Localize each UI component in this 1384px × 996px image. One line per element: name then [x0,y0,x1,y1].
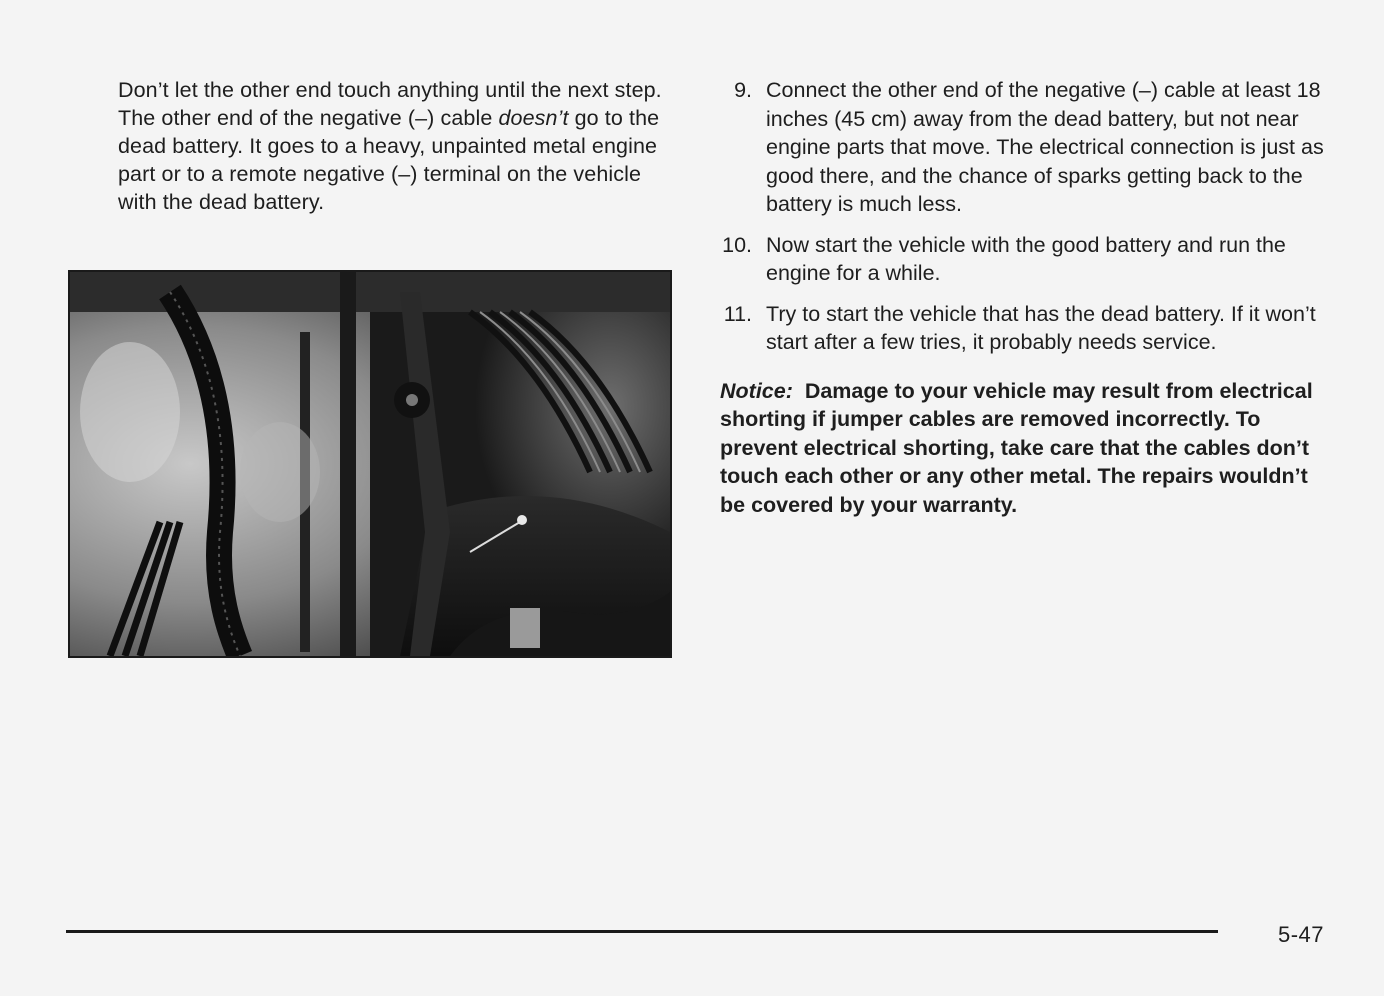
footer-rule [66,930,1218,933]
step-number: 9. [734,78,752,102]
step-10 [714,231,1334,288]
step-9 [714,76,1334,219]
intro-text-part2: go to the dead battery. It goes to a heavy, unpainted metal engine part or to a remote negative (–) terminal on the vehicle with the dead battery. [118,106,660,214]
intro-text-part1: Don’t let the other end touch anything until the next step. The other end of the negative (–) cable [118,78,662,130]
step-number: 10. [722,232,752,257]
step-text: Try to start the vehicle that has the dead battery. If it won’t start after a few tries, it probably needs service. [766,301,1316,354]
right-column [714,76,1334,519]
left-column [118,76,678,216]
engine-photo [68,270,672,658]
page-number: 5-47 [1278,922,1325,947]
step-number: 11. [723,301,752,326]
step-11 [714,300,1334,357]
notice-text: Damage to your vehicle may result from electrical shorting if jumper cables are removed incorrectly. To prevent electrical shorting, take care that the cables don’t touch each other or any other metal. The repairs wouldn’t be covered by your warranty. [720,378,1313,517]
intro-paragraph [118,76,678,216]
notice-label: Notice: [720,378,793,403]
intro-text-emphasis: doesn’t [498,106,569,130]
notice-paragraph [720,377,1324,520]
step-text: Now start the vehicle with the good battery and run the engine for a while. [766,232,1286,285]
step-text: Connect the other end of the negative (–) cable at least 18 inches (45 cm) away from the dead battery, but not near engine parts that move. The electrical connection is just as good there, and the chance of sparks getting back to the battery is much less. [766,78,1324,216]
